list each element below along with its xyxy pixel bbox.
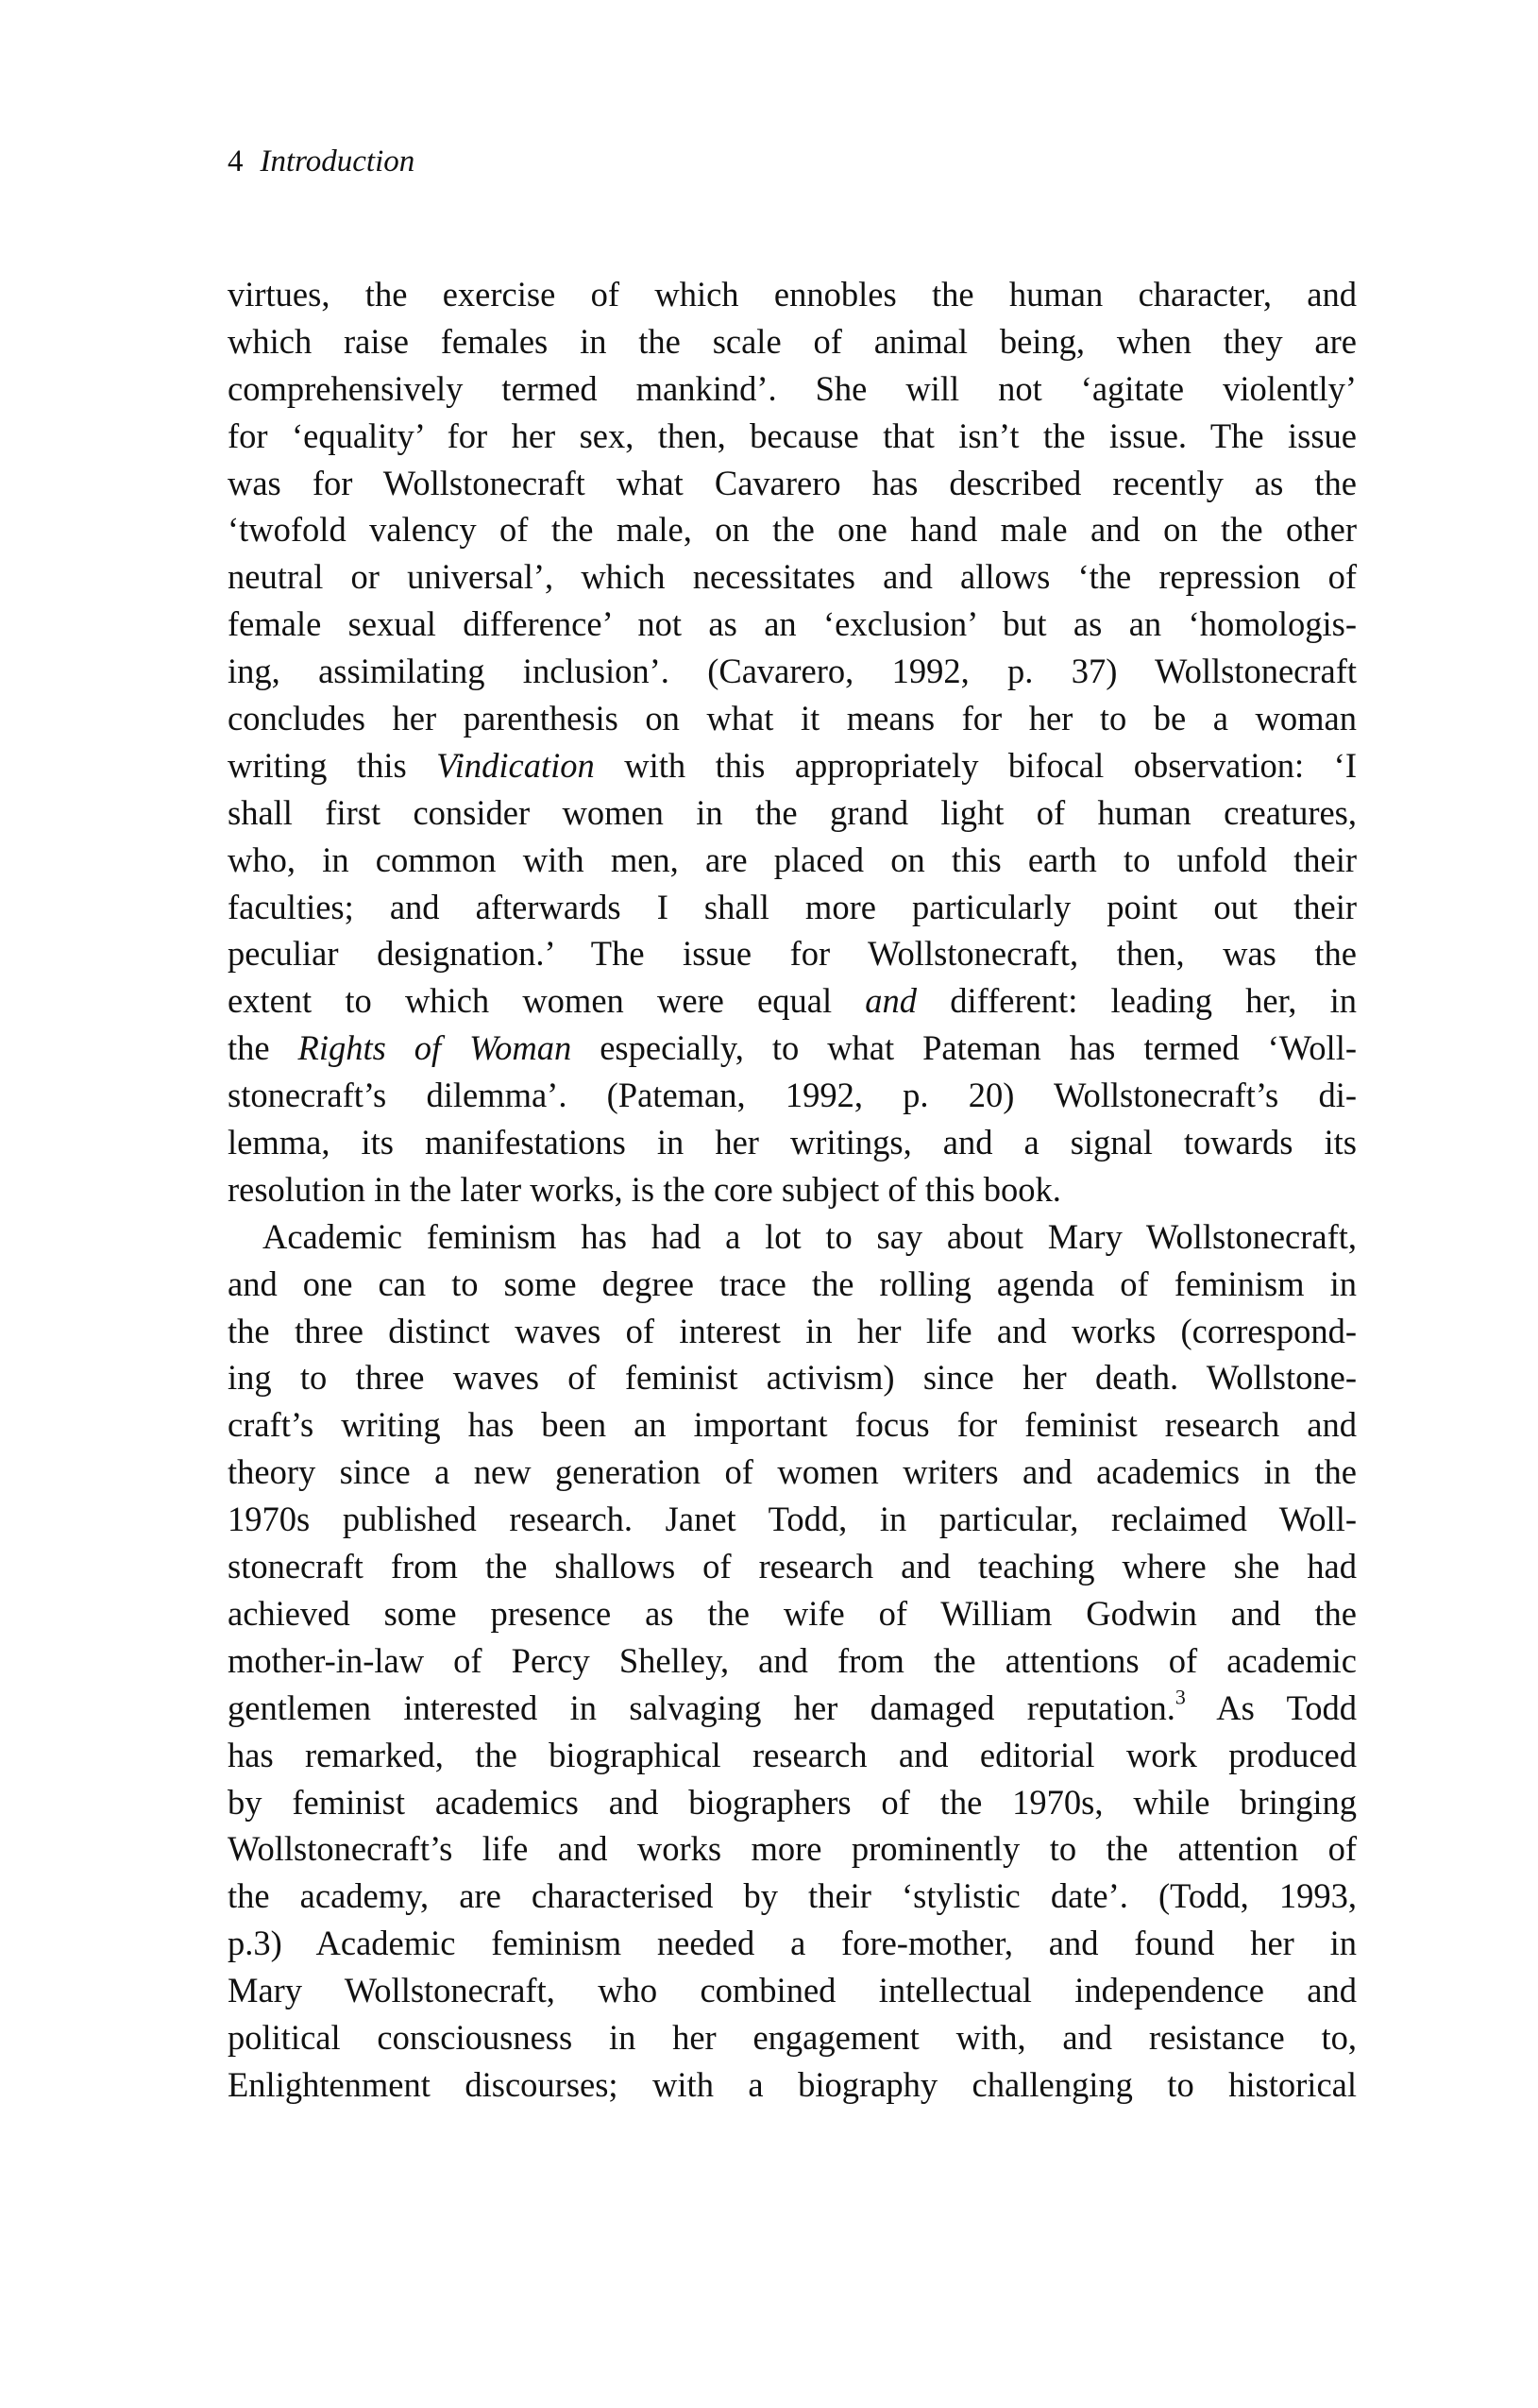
text-line [228, 930, 1357, 977]
text-run: the three distinct waves of interest in her life and works (correspond- [228, 1311, 1357, 1350]
text-run: p.3) Academic feminism needed a fore-mother, and found her in [228, 1924, 1357, 1963]
paragraph [228, 271, 1357, 1213]
text-line [228, 1496, 1357, 1543]
text-run: resolution in the later works, is the core subject of this book. [228, 1169, 1061, 1209]
text-line [228, 1401, 1357, 1449]
text-line [228, 1590, 1357, 1637]
text-run: Academic feminism has had a lot to say about Mary Wollstonecraft, [262, 1216, 1357, 1256]
text-run: comprehensively termed mankind’. She will not ‘agitate violently’ [228, 368, 1357, 408]
chapter-title: Introduction [260, 144, 415, 178]
text-run: peculiar designation.’ The issue for Wollstonecraft, then, was the [228, 934, 1357, 974]
text-run: and one can to some degree trace the rolling agenda of feminism in [228, 1263, 1357, 1303]
text-line [228, 648, 1357, 695]
running-head [228, 142, 414, 181]
text-line [228, 413, 1357, 460]
text-run: ing to three waves of feminist activism) since her death. Wollstone- [228, 1358, 1357, 1398]
text-line [228, 1166, 1357, 1213]
text-line [228, 1543, 1357, 1590]
text-run: was for Wollstonecraft what Cavarero has described recently as the [228, 463, 1357, 502]
text-line [228, 1025, 1357, 1072]
text-line [228, 1873, 1357, 1920]
text-run: As Todd [1185, 1687, 1358, 1727]
text-run: mother-in-law of Percy Shelley, and from the attentions of academic [228, 1640, 1357, 1680]
text-run: extent to which women were equal [228, 981, 866, 1021]
text-run: the [228, 1028, 298, 1068]
text-line [228, 1261, 1357, 1308]
text-run: Enlightenment discourses; with a biography challenging to historical [228, 2064, 1357, 2104]
text-line [228, 1732, 1357, 1779]
footnote-marker: 3 [1175, 1685, 1186, 1709]
text-line [228, 789, 1357, 837]
text-run: concludes her parenthesis on what it means for her to be a woman [228, 699, 1357, 738]
body-text [228, 271, 1357, 2109]
text-run: writing this [228, 745, 437, 785]
text-line [228, 318, 1357, 365]
text-line [228, 1354, 1357, 1401]
text-line [228, 1119, 1357, 1166]
text-run: especially, to what Pateman has termed ‘Woll- [571, 1028, 1357, 1068]
text-line [228, 553, 1357, 601]
text-run: who, in common with men, are placed on this earth to unfold their [228, 839, 1357, 879]
text-run: faculties; and afterwards I shall more particularly point out their [228, 887, 1357, 926]
text-run: gentlemen interested in salvaging her damaged reputation. [228, 1687, 1175, 1727]
text-line [228, 695, 1357, 742]
text-line [228, 837, 1357, 884]
text-line [228, 271, 1357, 318]
text-run: stonecraft’s dilemma’. (Pateman, 1992, p. 20) Wollstonecraft’s di- [228, 1076, 1357, 1115]
text-run: achieved some presence as the wife of William Godwin and the [228, 1593, 1357, 1633]
text-line [228, 1967, 1357, 2014]
text-run: political consciousness in her engagement with, and resistance to, [228, 2017, 1357, 2057]
text-line [228, 601, 1357, 648]
text-run: virtues, the exercise of which ennobles the human character, and [228, 275, 1357, 314]
text-run: neutral or universal’, which necessitates and allows ‘the repression of [228, 557, 1357, 597]
text-line [228, 365, 1357, 413]
text-run: with this appropriately bifocal observation: ‘I [594, 745, 1357, 785]
text-run: 1970s published research. Janet Todd, in particular, reclaimed Woll- [228, 1500, 1357, 1539]
text-run: female sexual difference’ not as an ‘exclusion’ but as an ‘homologis- [228, 604, 1357, 644]
text-line [228, 1779, 1357, 1826]
text-line [228, 977, 1357, 1025]
text-run: theory since a new generation of women writers and academics in the [228, 1452, 1357, 1492]
text-line [228, 1213, 1357, 1261]
text-line [228, 742, 1357, 789]
text-run: has remarked, the biographical research and editorial work produced [228, 1735, 1357, 1774]
italic-text: Rights of Woman [297, 1028, 572, 1068]
text-line [228, 2061, 1357, 2109]
page-number: 4 [228, 144, 244, 178]
text-line [228, 460, 1357, 507]
italic-text: and [865, 981, 918, 1021]
text-line [228, 2014, 1357, 2061]
italic-text: Vindication [436, 745, 595, 785]
text-line [228, 884, 1357, 931]
text-line [228, 1920, 1357, 1967]
text-line [228, 506, 1357, 553]
text-line [228, 1308, 1357, 1355]
text-run: craft’s writing has been an important focus for feminist research and [228, 1405, 1357, 1445]
text-run: for ‘equality’ for her sex, then, because that isn’t the issue. The issue [228, 415, 1357, 455]
text-run: lemma, its manifestations in her writings, and a signal towards its [228, 1123, 1357, 1162]
text-line [228, 1449, 1357, 1496]
text-run: which raise females in the scale of animal being, when they are [228, 321, 1357, 361]
text-run: shall first consider women in the grand light of human creatures, [228, 792, 1357, 832]
text-line [228, 1825, 1357, 1873]
text-run: ‘twofold valency of the male, on the one hand male and on the other [228, 510, 1357, 550]
text-line [228, 1685, 1357, 1732]
text-line [228, 1072, 1357, 1119]
text-line [228, 1637, 1357, 1685]
text-run: Mary Wollstonecraft, who combined intellectual independence and [228, 1971, 1357, 2010]
paragraph [228, 1213, 1357, 2109]
text-run: ing, assimilating inclusion’. (Cavarero, 1992, p. 37) Wollstonecraft [228, 652, 1357, 691]
text-run: by feminist academics and biographers of the 1970s, while bringing [228, 1782, 1357, 1822]
text-run: the academy, are characterised by their ‘stylistic date’. (Todd, 1993, [228, 1876, 1357, 1916]
text-run: Wollstonecraft’s life and works more prominently to the attention of [228, 1829, 1357, 1869]
text-run: different: leading her, in [917, 981, 1357, 1021]
text-run: stonecraft from the shallows of research and teaching where she had [228, 1547, 1357, 1586]
